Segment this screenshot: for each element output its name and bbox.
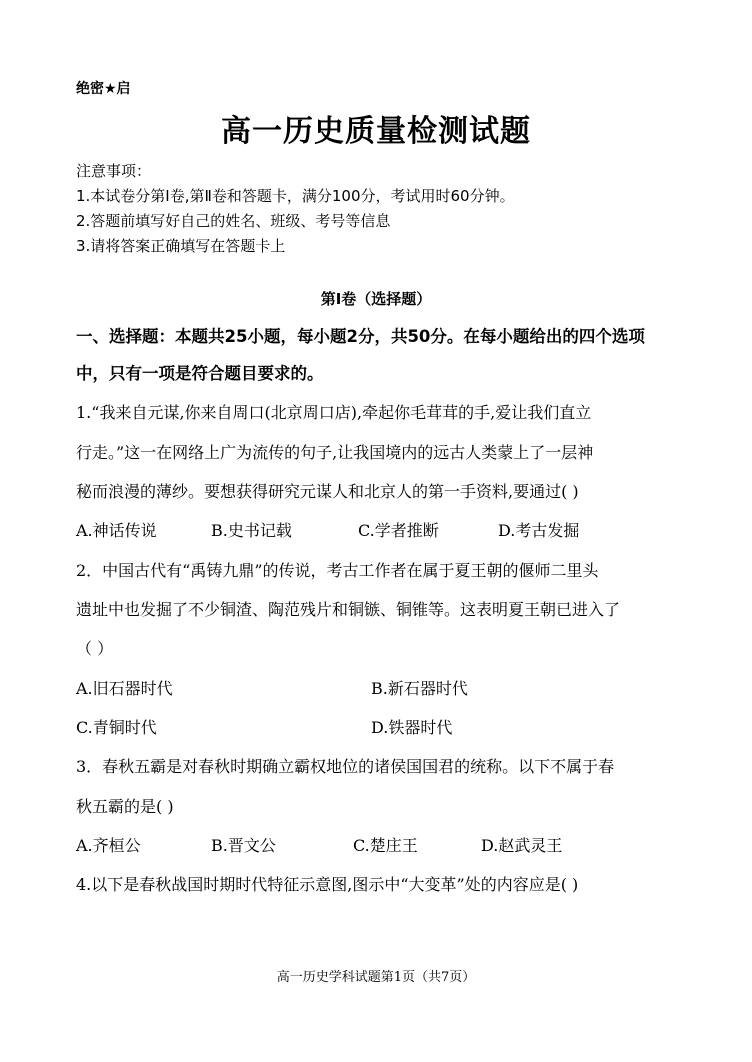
question-1-option-a: A.神话传说 [76,521,157,540]
question-4-line-1: 4.以下是春秋战国时期时代特征示意图,图示中“大变革”处的内容应是( ) [76,875,579,894]
question-2-option-c: C.青铜时代 [76,718,157,737]
notice-item-3: 3.请将答案正确填写在答题卡上 [76,237,286,255]
question-2-line-3: （ ） [76,639,114,658]
section-instruction-line-1: 一、选择题：本题共25小题，每小题2分，共50分。在每小题给出的四个选项 [76,327,645,346]
question-2-line-2: 遗址中也发掘了不少铜渣、陶范残片和铜镞、铜锥等。这表明夏王朝已进入了 [76,600,621,619]
question-1-line-1: 1.“我来自元谋,你来自周口(北京周口店),牵起你毛茸茸的手,爱让我们直立 [76,403,592,422]
question-2-option-d: D.铁器时代 [371,718,453,737]
question-3-option-a: A.齐桓公 [76,836,141,855]
question-1-option-c: C.学者推断 [358,521,439,540]
secret-label: 绝密★启 [76,81,131,97]
notice-heading: 注意事项： [76,162,152,180]
section-instruction-line-2: 中，只有一项是符合题目要求的。 [76,364,324,383]
notice-item-2: 2.答题前填写好自己的姓名、班级、考号等信息 [76,212,391,230]
section-title: 第Ⅰ卷（选择题） [320,290,432,308]
question-2-line-1: 2．中国古代有“禹铸九鼎”的传说，考古工作者在属于夏王朝的偃师二里头 [76,561,599,580]
question-1-line-2: 行走。”这一在网络上广为流传的句子,让我国境内的远古人类蒙上了一层神 [76,443,594,462]
question-3-option-c: C.楚庄王 [353,836,418,855]
question-3-line-1: 3．春秋五霸是对春秋时期确立霸权地位的诸侯国国君的统称。以下不属于春 [76,757,615,776]
question-1-option-d: D.考古发掘 [498,521,580,540]
page-footer: 高一历史学科试题第1页（共7页） [276,970,476,985]
question-3-option-d: D.赵武灵王 [481,836,563,855]
notice-item-1: 1.本试卷分第Ⅰ卷,第Ⅱ卷和答题卡，满分100分，考试用时60分钟。 [76,187,515,205]
question-3-line-2: 秋五霸的是( ) [76,797,174,816]
question-1-option-b: B.史书记载 [211,521,292,540]
question-3-option-b: B.晋文公 [211,836,276,855]
page-title: 高一历史质量检测试题 [221,114,531,149]
question-2-option-a: A.旧石器时代 [76,679,173,698]
question-1-line-3: 秘而浪漫的薄纱。要想获得研究元谋人和北京人的第一手资料,要通过( ) [76,482,579,501]
question-2-option-b: B.新石器时代 [371,679,468,698]
